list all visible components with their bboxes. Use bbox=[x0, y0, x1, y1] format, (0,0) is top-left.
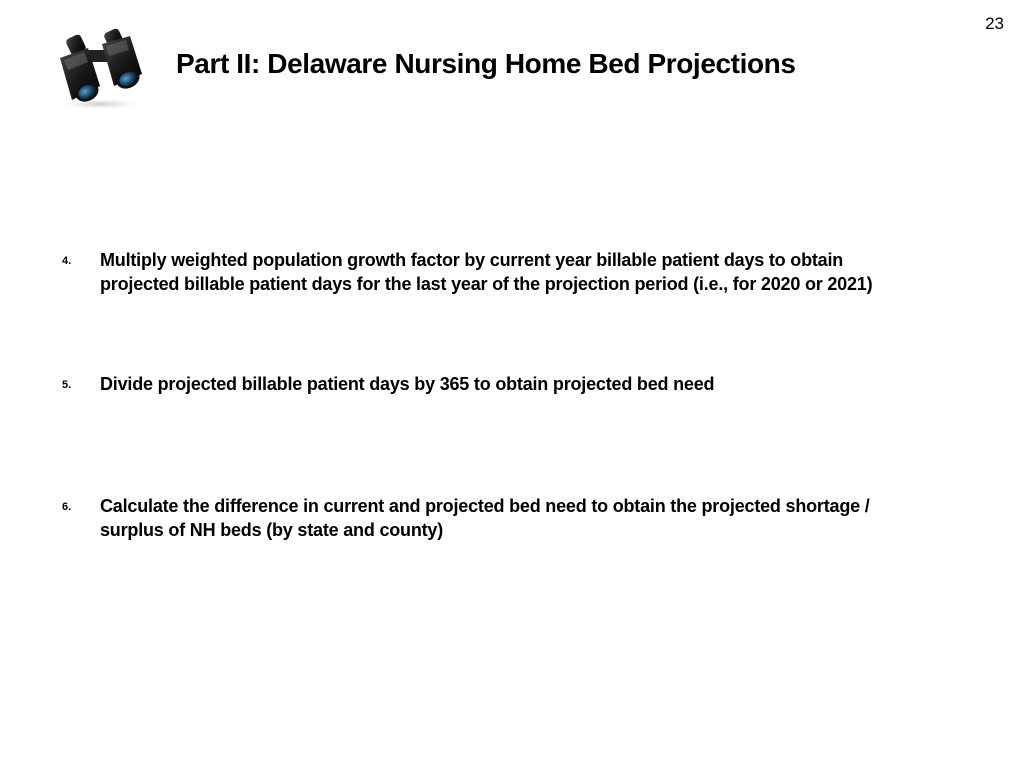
steps-list bbox=[62, 248, 882, 542]
page-number: 23 bbox=[985, 14, 1004, 33]
step-number: 6. bbox=[62, 501, 72, 513]
binoculars-icon bbox=[54, 28, 146, 110]
list-item bbox=[62, 494, 882, 542]
list-item bbox=[62, 248, 882, 296]
list-item bbox=[62, 372, 882, 396]
slide-title: Part II: Delaware Nursing Home Bed Projections bbox=[176, 48, 796, 79]
step-text: Calculate the difference in current and projected bed need to obtain the projected shortage / surplus of NH beds (by state and county) bbox=[100, 496, 870, 540]
step-text: Divide projected billable patient days by 365 to obtain projected bed need bbox=[100, 374, 715, 394]
step-number: 5. bbox=[62, 379, 72, 391]
step-number: 4. bbox=[62, 255, 72, 267]
step-text: Multiply weighted population growth factor by current year billable patient days to obtain projected billable patient days for the last year of the projection period (i.e., for 2020 or 2021) bbox=[100, 250, 873, 294]
